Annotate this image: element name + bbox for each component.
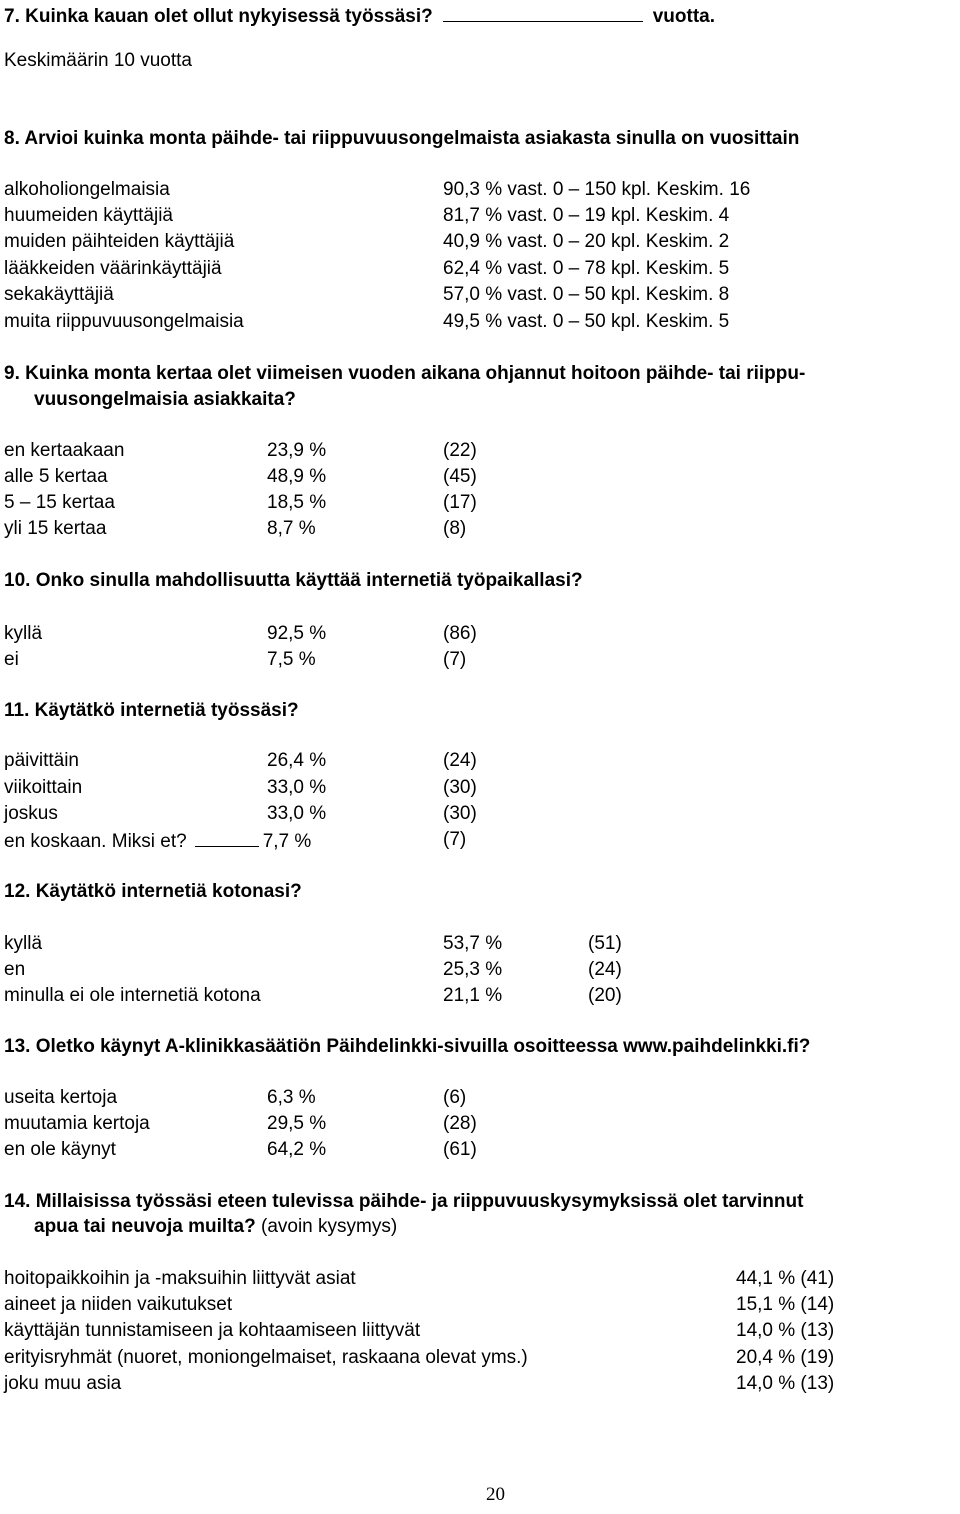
q8-row-label: sekakäyttäjiä: [4, 284, 114, 305]
q8-row-label: lääkkeiden väärinkäyttäjiä: [4, 258, 222, 279]
q9-title-line1: 9. Kuinka monta kertaa olet viimeisen vuoden aikana ohjannut hoitoon päihde- tai riippu-: [4, 363, 806, 384]
q12-row-label: kyllä: [4, 933, 43, 954]
q13-title: 13. Oletko käynyt A-klinikkasäätiön Päihdelinkki-sivuilla osoitteessa www.paihdelinkki.fi?: [4, 1036, 811, 1057]
q14-row-label: käyttäjän tunnistamiseen ja kohtaamiseen liittyvät: [4, 1320, 421, 1341]
q14-row-label: erityisryhmät (nuoret, moniongelmaiset, raskaana olevat yms.): [4, 1347, 528, 1368]
page-number: 20: [486, 1484, 505, 1505]
q7-answer-blank: [443, 4, 643, 22]
q14-row-label: aineet ja niiden vaikutukset: [4, 1294, 233, 1315]
q8-row-value: 57,0 % vast. 0 – 50 kpl. Keskim. 8: [443, 284, 730, 305]
q10-row-pct: 7,5 %: [267, 649, 316, 670]
q13-row-pct: 64,2 %: [267, 1139, 327, 1160]
q11-reason-blank: [195, 829, 259, 847]
q11-row-pct: 7,7 %: [262, 831, 312, 852]
q9-row-pct: 8,7 %: [267, 518, 316, 539]
q11-row-count: (24): [443, 750, 477, 771]
q13-row-pct: 6,3 %: [267, 1087, 316, 1108]
q13-row-count: (61): [443, 1139, 477, 1160]
q7-suffix: vuotta.: [652, 6, 716, 27]
q10-title: 10. Onko sinulla mahdollisuutta käyttää internetiä työpaikallasi?: [4, 570, 583, 591]
q12-row-count: (20): [588, 985, 622, 1006]
q8-row-label: muiden päihteiden käyttäjiä: [4, 231, 235, 252]
q13-row-label: en ole käynyt: [4, 1139, 116, 1160]
q14-row-label: hoitopaikkoihin ja -maksuihin liittyvät asiat: [4, 1268, 356, 1289]
q9-row-label: alle 5 kertaa: [4, 466, 108, 487]
q8-row-value: 40,9 % vast. 0 – 20 kpl. Keskim. 2: [443, 231, 730, 252]
q11-row-label: päivittäin: [4, 750, 79, 771]
q9-title-line2: vuusongelmaisia asiakkaita?: [34, 389, 296, 410]
q9-row-count: (8): [443, 518, 467, 539]
q10-row-pct: 92,5 %: [267, 623, 327, 644]
q8-row-value: 62,4 % vast. 0 – 78 kpl. Keskim. 5: [443, 258, 730, 279]
q9-row-pct: 23,9 %: [267, 440, 327, 461]
q12-row-label: en: [4, 959, 26, 980]
q11-row-count: (30): [443, 777, 477, 798]
q12-row-count: (51): [588, 933, 622, 954]
q9-row-count: (17): [443, 492, 477, 513]
q12-row-pct: 53,7 %: [443, 933, 503, 954]
q14-title-bold: apua tai neuvoja muilta?: [34, 1216, 256, 1237]
q12-row-label: minulla ei ole internetiä kotona: [4, 985, 261, 1006]
q9-row-count: (45): [443, 466, 477, 487]
q9-row-pct: 18,5 %: [267, 492, 327, 513]
q10-row-count: (7): [443, 649, 467, 670]
q12-row-count: (24): [588, 959, 622, 980]
q14-row-value: 20,4 % (19): [736, 1347, 835, 1368]
q11-row-label-line: [4, 829, 311, 853]
q14-row-label: joku muu asia: [4, 1373, 122, 1394]
q11-row-pct: 26,4 %: [267, 750, 327, 771]
q11-title: 11. Käytätkö internetiä työssäsi?: [4, 700, 299, 721]
q10-row-count: (86): [443, 623, 477, 644]
q12-row-pct: 21,1 %: [443, 985, 503, 1006]
q14-title-line2: [34, 1216, 397, 1238]
q11-row-label: viikoittain: [4, 777, 83, 798]
q11-row-pct: 33,0 %: [267, 777, 327, 798]
q14-title-line1: 14. Millaisissa työssäsi eteen tulevissa päihde- ja riippuvuuskysymyksissä olet tarvinnut: [4, 1191, 804, 1212]
q14-row-value: 15,1 % (14): [736, 1294, 835, 1315]
q9-row-pct: 48,9 %: [267, 466, 327, 487]
q13-row-label: muutamia kertoja: [4, 1113, 150, 1134]
q14-row-value: 44,1 % (41): [736, 1268, 835, 1289]
q11-row-pct: 33,0 %: [267, 803, 327, 824]
q7-answer: Keskimäärin 10 vuotta: [4, 50, 192, 71]
q11-row-label: en koskaan. Miksi et?: [4, 831, 187, 852]
q9-row-label: yli 15 kertaa: [4, 518, 107, 539]
q11-row-count: (7): [443, 829, 467, 850]
q8-row-value: 81,7 % vast. 0 – 19 kpl. Keskim. 4: [443, 205, 730, 226]
q13-row-count: (6): [443, 1087, 467, 1108]
q11-row-count: (30): [443, 803, 477, 824]
q12-row-pct: 25,3 %: [443, 959, 503, 980]
q8-row-label: alkoholiongelmaisia: [4, 179, 170, 200]
q8-title: 8. Arvioi kuinka monta päihde- tai riippuvuusongelmaista asiakasta sinulla on vuosittain: [4, 128, 800, 149]
q8-row-value: 90,3 % vast. 0 – 150 kpl. Keskim. 16: [443, 179, 751, 200]
q8-row-value: 49,5 % vast. 0 – 50 kpl. Keskim. 5: [443, 311, 730, 332]
q14-row-value: 14,0 % (13): [736, 1373, 835, 1394]
q7-title-line: [4, 4, 715, 28]
q9-row-count: (22): [443, 440, 477, 461]
q8-row-label: muita riippuvuusongelmaisia: [4, 311, 244, 332]
q9-row-label: en kertaakaan: [4, 440, 125, 461]
q13-row-pct: 29,5 %: [267, 1113, 327, 1134]
q9-row-label: 5 – 15 kertaa: [4, 492, 115, 513]
q7-title: 7. Kuinka kauan olet ollut nykyisessä työssäsi?: [4, 6, 433, 27]
q12-title: 12. Käytätkö internetiä kotonasi?: [4, 881, 302, 902]
q8-row-label: huumeiden käyttäjiä: [4, 205, 173, 226]
q13-row-label: useita kertoja: [4, 1087, 118, 1108]
q11-row-label: joskus: [4, 803, 58, 824]
q10-row-label: ei: [4, 649, 19, 670]
q14-title-note: (avoin kysymys): [261, 1216, 398, 1237]
q14-row-value: 14,0 % (13): [736, 1320, 835, 1341]
q13-row-count: (28): [443, 1113, 477, 1134]
q10-row-label: kyllä: [4, 623, 43, 644]
